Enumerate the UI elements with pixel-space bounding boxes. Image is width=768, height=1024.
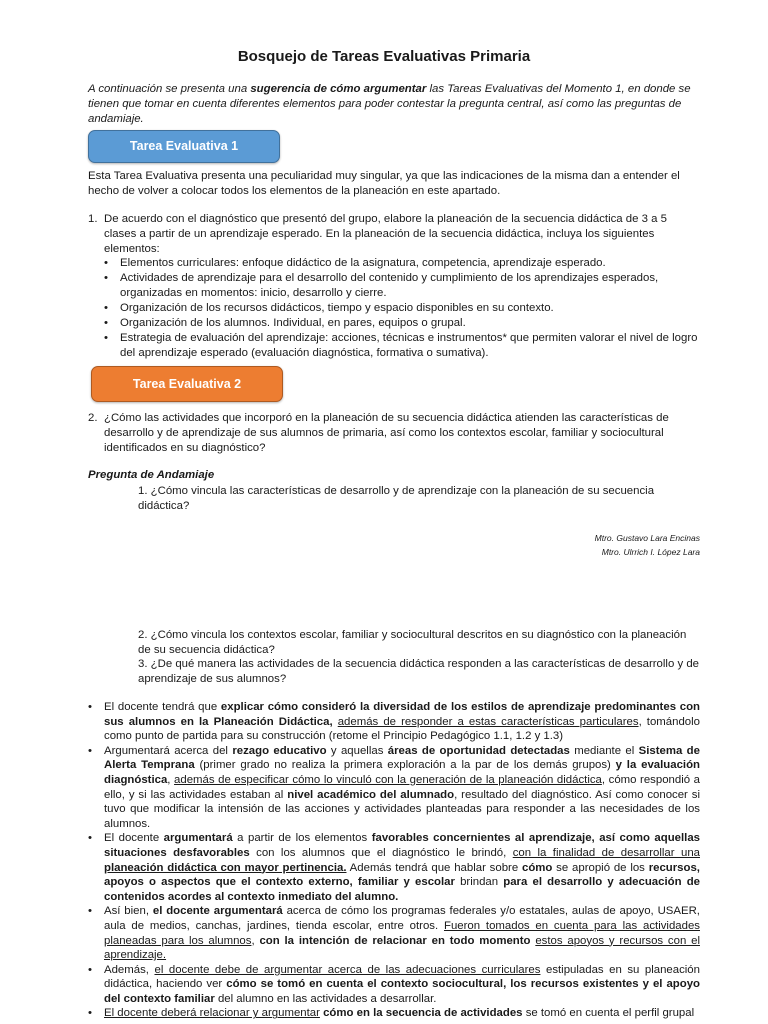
list-item: • Argumentará acerca del rezago educativo y aquellas áreas de oportunidad detectadas mediante el Sistema de Alerta Temprana (primer grado no realiza la primera exploración a la par de los demás grupos) y la evaluación diagnóstica, además de especificar cómo lo vinculó con la generación de la planeación didáctica, cómo respondió a ello, y si las actividades estaban al nivel académico del alumnado, resultado del diagnóstico. Así como conocer si tuvo que modificar la intensión de las acciones y actividades planteadas para responder a las necesidades de los alumnos.	[88, 744, 700, 832]
list-item: • El docente tendrá que explicar cómo consideró la diversidad de los estilos de aprendizaje predominantes con sus alumnos en la Planeación Didáctica, además de responder a estas características particulares, tomándolo como punto de partida para su construcción (retome el Principio Pedagógico 1.1, 1.2 y 1.3)	[88, 700, 700, 744]
andamiaje-question-3: 3. ¿De qué manera las actividades de la secuencia didáctica responden a las características de desarrollo y de aprendizaje de sus alumnos?	[138, 658, 699, 685]
signature-line-1: Mtro. Gustavo Lara Encinas	[594, 533, 700, 543]
andamiaje-question-2: 2. ¿Cómo vincula los contextos escolar, familiar y sociocultural descritos en su diagnóstico con la planeación de su secuencia didáctica?	[138, 629, 687, 656]
intro-text-end: las Tareas Evaluativas del Momento 1, en donde se tienen que tomar en cuenta diferentes elementos para poder contestar la pregunta central, así como las preguntas de andamiaje.	[88, 83, 691, 125]
question-1-text: De acuerdo con el diagnóstico que presentó del grupo, elabore la planeación de la secuencia didáctica de 3 a 5 clases a partir de un aprendizaje esperado. En la planeación de la secuencia didáctica, incluya los siguientes elementos:	[104, 213, 667, 255]
tarea-evaluativa-2-button[interactable]: Tarea Evaluativa 2	[91, 366, 283, 402]
intro-text: A continuación se presenta una	[88, 83, 251, 95]
argument-guidelines-list	[88, 700, 700, 1021]
question-2-text: ¿Cómo las actividades que incorporó en la planeación de su secuencia didáctica atienden las características de desarrollo y de aprendizaje de sus alumnos de primaria, así como los contextos escolar, familiar y sociocultural identificados en su diagnóstico?	[104, 412, 669, 454]
planning-elements-list	[104, 256, 700, 361]
signature-line-2: Mtro. Ulrrich I. López Lara	[601, 547, 700, 557]
question-2-number: 2.	[88, 412, 98, 424]
list-item: • Organización de los recursos didácticos, tiempo y espacio disponibles en su contexto.	[104, 301, 700, 316]
tarea1-paragraph: Esta Tarea Evaluativa presenta una peculiaridad muy singular, ya que las indicaciones de la misma dan a entender el hecho de volver a colocar todos los elementos de la planeación en este apartado.	[88, 170, 680, 197]
list-item: • Además, el docente debe de argumentar acerca de las adecuaciones curriculares estipuladas en su planeación didáctica, haciendo ver cómo se tomó en cuenta el contexto sociocultural, los recursos existentes y el apoyo del contexto familiar del alumno en las actividades a desarrollar.	[88, 963, 700, 1007]
intro-bold: sugerencia de cómo argumentar	[250, 83, 427, 95]
intro-paragraph	[88, 82, 700, 127]
list-item: • Así bien, el docente argumentará acerca de cómo los programas federales y/o estatales, aulas de apoyo, USAER, aula de medios, canchas, jardines, tienda escolar, entre otros. Fueron tomados en cuenta para las actividades planeadas para los alumnos, con la intención de relacionar en todo momento estos apoyos y recursos con el aprendizaje.	[88, 904, 700, 962]
andamiaje-question-1: 1. ¿Cómo vincula las características de desarrollo y de aprendizaje con la planeación de su secuencia didáctica?	[138, 485, 655, 512]
tarea-evaluativa-1-button[interactable]: Tarea Evaluativa 1	[88, 130, 280, 163]
question-1-number: 1.	[88, 213, 98, 225]
document-title: Bosquejo de Tareas Evaluativas Primaria	[237, 48, 531, 65]
list-item: • Estrategia de evaluación del aprendizaje: acciones, técnicas e instrumentos* que permiten valorar el nivel de logro del aprendizaje esperado (evaluación diagnóstica, formativa o sumativa).	[104, 331, 700, 361]
list-item: • El docente deberá relacionar y argumentar cómo en la secuencia de actividades se tomó en cuenta el perfil grupal	[88, 1006, 700, 1021]
list-item: • El docente argumentará a partir de los elementos favorables concernientes al aprendizaje, así como aquellas situaciones desfavorables con los alumnos que el diagnóstico le brindó, con la finalidad de desarrollar una planeación didáctica con mayor pertinencia. Además tendrá que hablar sobre cómo se apropió de los recursos, apoyos o aspectos que el contexto externo, familiar y escolar brindan para el desarrollo y adecuación de contenidos acordes al contexto inmediato del alumno.	[88, 831, 700, 904]
list-item: • Actividades de aprendizaje para el desarrollo del contenido y cumplimiento de los aprendizajes esperados, organizadas en momentos: inicio, desarrollo y cierre.	[104, 271, 700, 301]
andamiaje-label: Pregunta de Andamiaje	[88, 469, 215, 481]
list-item: • Organización de los alumnos. Individual, en pares, equipos o grupal.	[104, 316, 700, 331]
list-item: • Elementos curriculares: enfoque didáctico de la asignatura, competencia, aprendizaje esperado.	[104, 256, 700, 271]
